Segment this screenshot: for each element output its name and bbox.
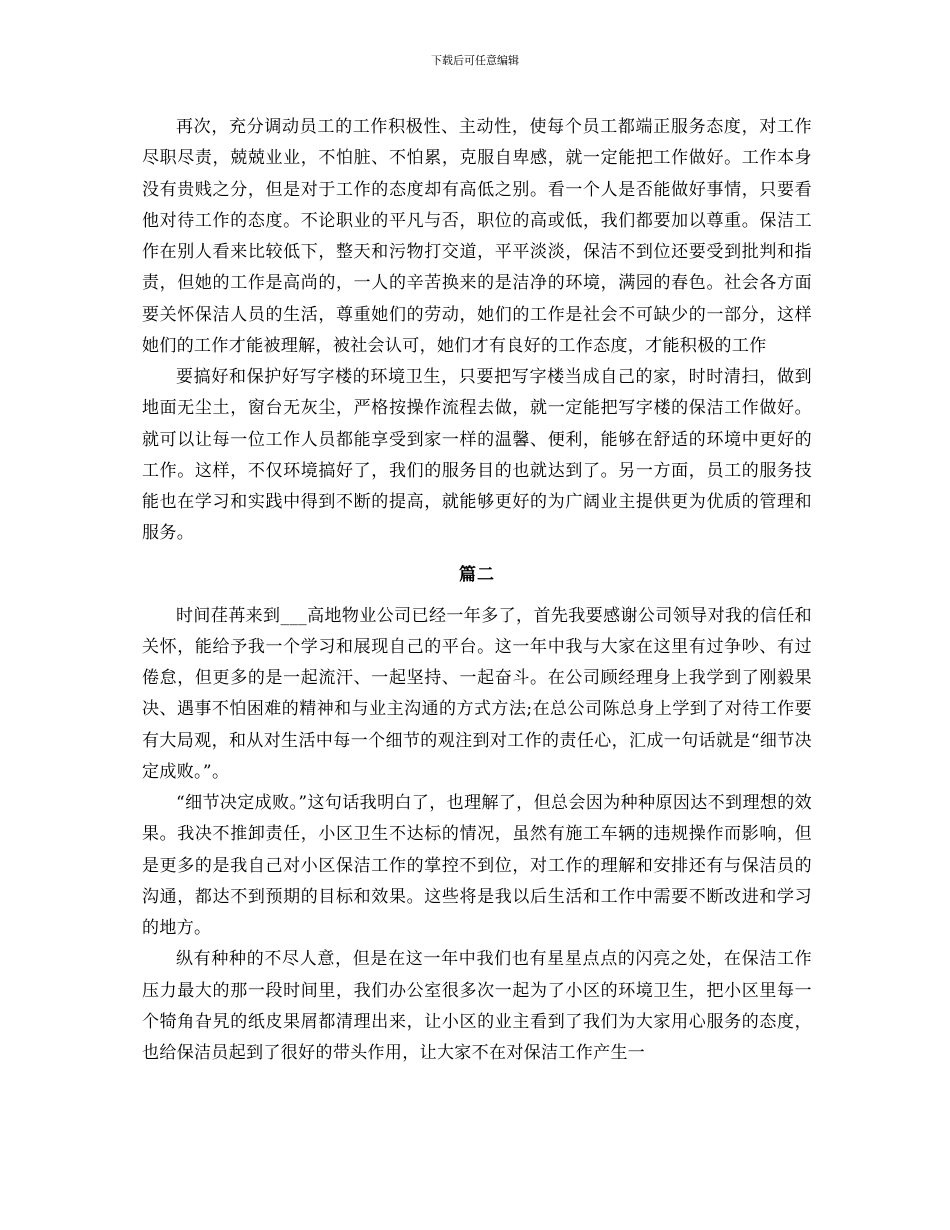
paragraph: 要搞好和保护好写字楼的环境卫生，只要把写字楼当成自己的家，时时清扫，做到地面无尘土，窗台无灰尘，严格按操作流程去做，就一定能把写字楼的保洁工作做好。就可以让每一位工作人员都能享受到家一样的温馨、便利，能够在舒适的环境中更好的工作。这样，不仅环境搞好了，我们的服务目的也就达到了。另一方面，员工的服务技能也在学习和实践中得到不断的提高，就能够更好的为广阔业主提供更为优质的管理和服务。 xyxy=(142,367,812,544)
document-body xyxy=(142,112,812,1069)
paragraph: 纵有种种的不尽人意，但是在这一年中我们也有星星点点的闪亮之处，在保洁工作压力最大的那一段时间里，我们办公室很多次一起为了小区的环境卫生，把小区里每一个犄角旮旯的纸皮果屑都清理出来，让小区的业主看到了我们为大家用心服务的态度，也给保洁员起到了很好的带头作用，让大家不在对保洁工作产生一 xyxy=(142,949,812,1063)
paragraph: 再次，充分调动员工的工作积极性、主动性，使每个员工都端正服务态度，对工作尽职尽责，兢兢业业，不怕脏、不怕累，克服自卑感，就一定能把工作做好。工作本身没有贵贱之分，但是对于工作的态度却有高低之别。看一个人是否能做好事情，只要看他对待工作的态度。不论职业的平凡与否，职位的高或低，我们都要加以尊重。保洁工作在别人看来比较低下，整天和污物打交道，平平淡淡，保洁不到位还要受到批判和指责，但她的工作是高尚的，一人的辛苦换来的是洁净的环境，满园的春色。社会各方面要关怀保洁人员的生活，尊重她们的劳动，她们的工作是社会不可缺少的一部分，这样她们的工作才能被理解，被社会认可，她们才有良好的工作态度，才能积极的工作 xyxy=(142,117,812,356)
paragraph: 时间荏苒来到___高地物业公司已经一年多了，首先我要感谢公司领导对我的信任和关怀，能给予我一个学习和展现自己的平台。这一年中我与大家在这里有过争吵、有过倦怠，但更多的是一起流汗、一起坚持、一起奋斗。在公司顾经理身上我学到了刚毅果决、遇事不怕困难的精神和与业主沟通的方式方法;在总公司陈总身上学到了对待工作要有大局观，和从对生活中每一个细节的观注到对工作的责任心，汇成一句话就是“细节决定成败。”。 xyxy=(142,605,812,782)
section-heading: 篇二 xyxy=(459,564,495,585)
paragraph: “细节决定成败。”这句话我明白了，也理解了，但总会因为种种原因达不到理想的效果。我决不推卸责任，小区卫生不达标的情况，虽然有施工车辆的违规操作而影响，但是更多的是我自己对小区保洁工作的掌控不到位，对工作的理解和安排还有与保洁员的沟通，都达不到预期的目标和效果。这些将是我以后生活和工作中需要不断改进和学习的地方。 xyxy=(142,793,812,938)
page-header: 下载后可任意编辑 xyxy=(431,54,519,67)
